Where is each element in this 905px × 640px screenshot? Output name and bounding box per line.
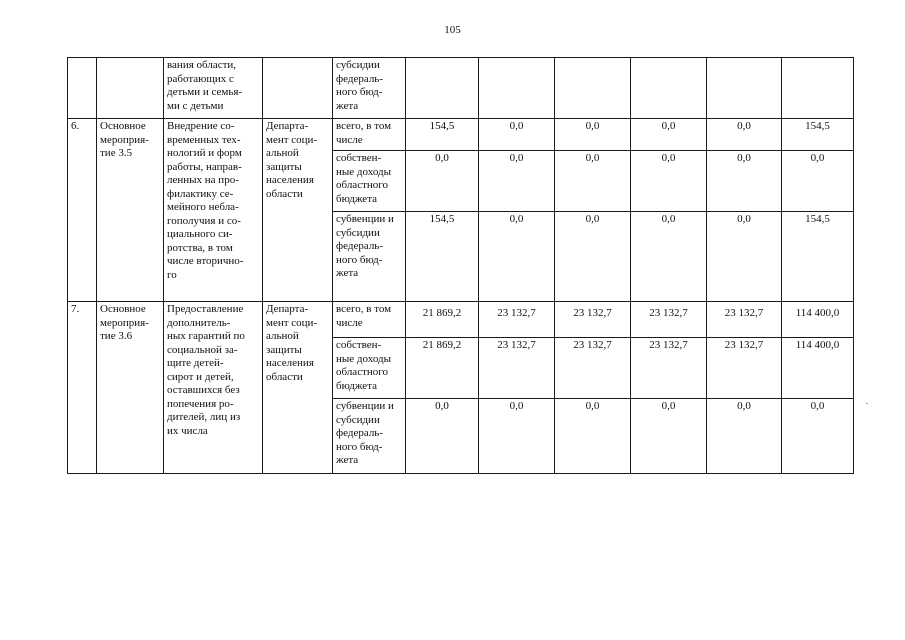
value-cell: 0,0 <box>555 212 631 302</box>
value-cell: 0,0 <box>707 151 782 212</box>
value-cell <box>555 58 631 119</box>
table-row <box>68 302 854 338</box>
value-cell: 0,0 <box>555 151 631 212</box>
executor-cell: Департа- мент соци- альной защиты населения области <box>263 302 333 474</box>
value-cell: 114 400,0 <box>782 302 854 338</box>
value-cell <box>707 58 782 119</box>
value-cell: 0,0 <box>555 119 631 151</box>
value-cell: 21 869,2 <box>406 302 479 338</box>
value-cell: 0,0 <box>406 151 479 212</box>
row-number-cell <box>68 58 97 119</box>
value-cell <box>782 58 854 119</box>
value-cell: 0,0 <box>479 212 555 302</box>
value-cell: 0,0 <box>479 151 555 212</box>
value-cell: 0,0 <box>782 399 854 474</box>
description-cell: вания области, работающих с детьми и семья- ми с детьми <box>164 58 263 119</box>
budget-table <box>67 57 854 474</box>
value-cell: 23 132,7 <box>479 302 555 338</box>
value-cell: 0,0 <box>707 399 782 474</box>
executor-cell <box>263 58 333 119</box>
funding-source-cell: собствен- ные доходы областного бюджета <box>333 151 406 212</box>
funding-source-cell: всего, в том числе <box>333 302 406 338</box>
funding-source-cell: субвенции и субсидии федераль- ного бюд- жета <box>333 212 406 302</box>
value-cell: 23 132,7 <box>707 338 782 399</box>
table-row <box>68 119 854 151</box>
value-cell: 0,0 <box>479 119 555 151</box>
value-cell: 0,0 <box>631 151 707 212</box>
value-cell: 23 132,7 <box>707 302 782 338</box>
value-cell: 0,0 <box>707 119 782 151</box>
value-cell: 0,0 <box>631 119 707 151</box>
value-cell: 154,5 <box>782 119 854 151</box>
page-number: 105 <box>444 24 461 36</box>
activity-name-cell: Основное мероприя- тие 3.6 <box>97 302 164 474</box>
value-cell: 23 132,7 <box>631 338 707 399</box>
value-cell: 0,0 <box>406 399 479 474</box>
value-cell: 154,5 <box>406 119 479 151</box>
value-cell <box>479 58 555 119</box>
activity-name-cell <box>97 58 164 119</box>
activity-name-cell: Основное мероприя- тие 3.5 <box>97 119 164 302</box>
value-cell: 0,0 <box>631 399 707 474</box>
value-cell: 0,0 <box>782 151 854 212</box>
value-cell: 114 400,0 <box>782 338 854 399</box>
value-cell: 23 132,7 <box>631 302 707 338</box>
value-cell <box>406 58 479 119</box>
value-cell: 23 132,7 <box>479 338 555 399</box>
funding-source-cell: субсидии федераль- ного бюд- жета <box>333 58 406 119</box>
value-cell: 23 132,7 <box>555 338 631 399</box>
value-cell: 0,0 <box>479 399 555 474</box>
row-number-cell: 7. <box>68 302 97 474</box>
row-number-cell: 6. <box>68 119 97 302</box>
value-cell: 154,5 <box>782 212 854 302</box>
value-cell: 23 132,7 <box>555 302 631 338</box>
scan-artifact-mark <box>866 403 868 404</box>
description-cell: Предоставление дополнитель- ных гарантий по социальной за- щите детей- сирот и детей, оставшихся без попечения ро- дителей, лиц из их числа <box>164 302 263 474</box>
value-cell: 21 869,2 <box>406 338 479 399</box>
value-cell: 0,0 <box>555 399 631 474</box>
funding-source-cell: собствен- ные доходы областного бюджета <box>333 338 406 399</box>
table-row <box>68 58 854 119</box>
value-cell: 0,0 <box>631 212 707 302</box>
executor-cell: Департа- мент соци- альной защиты населения области <box>263 119 333 302</box>
value-cell: 154,5 <box>406 212 479 302</box>
description-cell: Внедрение со- временных тех- нологий и форм работы, направ- ленных на про- филактику се- мейного небла- гополучия и со- циального си- ротства, в том числе вторично- го <box>164 119 263 302</box>
value-cell <box>631 58 707 119</box>
funding-source-cell: всего, в том числе <box>333 119 406 151</box>
funding-source-cell: субвенции и субсидии федераль- ного бюд- жета <box>333 399 406 474</box>
value-cell: 0,0 <box>707 212 782 302</box>
